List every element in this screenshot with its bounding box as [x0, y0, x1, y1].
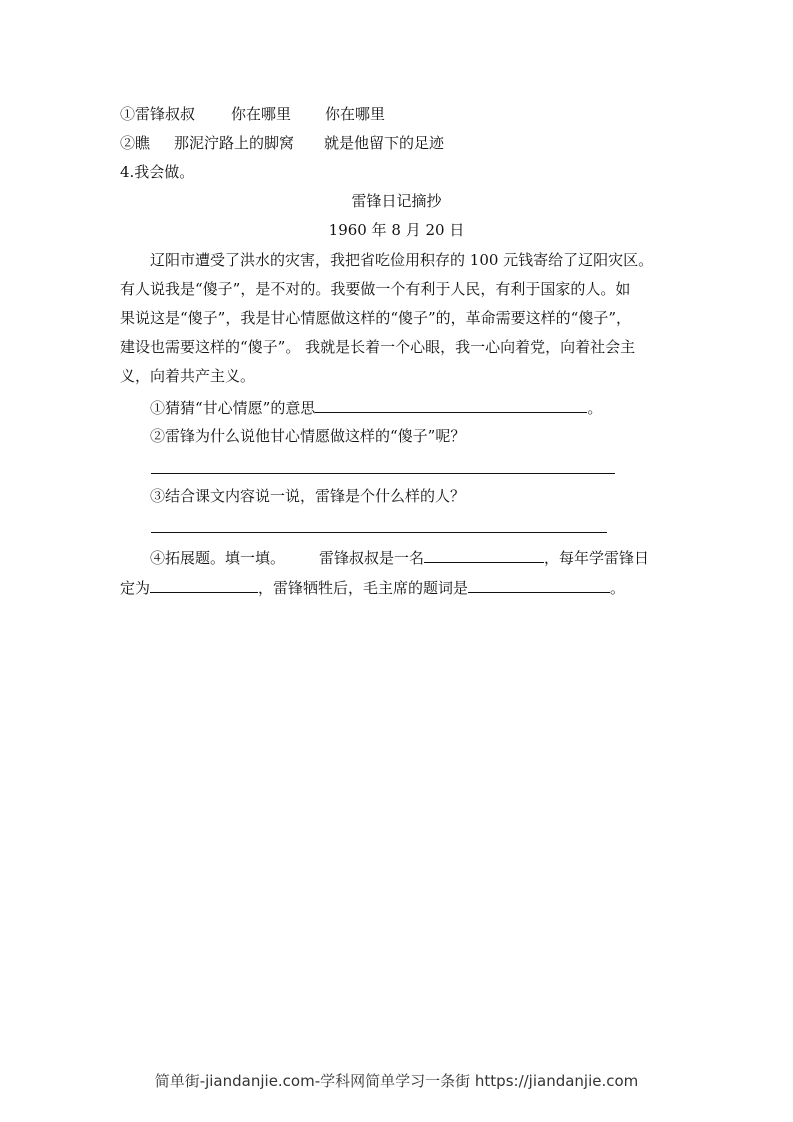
answer-blank-4a[interactable]	[424, 546, 544, 563]
echo-line-1-part2: 你在哪里	[231, 105, 292, 123]
answer-blank-1[interactable]	[315, 396, 587, 413]
question-1-suffix: 。	[587, 399, 603, 417]
echo-line-2-part3: 就是他留下的足迹	[324, 134, 445, 152]
passage-line-2: 有人说我是“傻子”，是不对的。我要做一个有利于人民，有利于国家的人。如	[120, 280, 631, 298]
question-4-prefix: ④拓展题。填一填。	[150, 549, 286, 567]
echo-line-1-part1: ①雷锋叔叔	[120, 105, 196, 123]
page-footer: 简单街-jiandanjie.com-学科网简单学习一条街 https://jiandanjie.com	[154, 1072, 639, 1090]
echo-line-2	[120, 133, 444, 153]
question-4-line-2	[120, 576, 625, 598]
question-4-part1: 雷锋叔叔是一名	[319, 549, 425, 567]
passage-line-4: 建设也需要这样的“傻子”。 我就是长着一个心眼，我一心向着党，向着社会主	[120, 338, 636, 356]
echo-line-2-part2: 那泥泞路上的脚窝	[174, 134, 295, 152]
passage-title: 雷锋日记摘抄	[351, 192, 442, 210]
question-3: ③结合课文内容说一说，雷锋是个什么样的人？	[150, 487, 466, 505]
question-4-line-1	[150, 546, 649, 568]
question-4-part4: ，雷锋牺牲后，毛主席的题词是	[258, 579, 469, 597]
question-1	[150, 396, 602, 418]
question-2: ②雷锋为什么说他甘心情愿做这样的“傻子”呢？	[150, 427, 466, 445]
answer-blank-4c[interactable]	[468, 576, 610, 593]
answer-line-3[interactable]	[151, 532, 607, 533]
echo-line-1-part3: 你在哪里	[325, 105, 386, 123]
answer-line-2[interactable]	[151, 473, 615, 474]
passage-line-3: 果说这是“傻子”，我是甘心情愿做这样的“傻子”的，革命需要这样的“傻子”，	[120, 309, 632, 327]
question-4-part2: ，每年学雷锋日	[544, 549, 650, 567]
question-1-text: ①猜猜“甘心情愿”的意思	[150, 399, 316, 417]
echo-line-2-part1: ②瞧	[120, 134, 151, 152]
passage-date: 1960 年 8 月 20 日	[328, 221, 465, 239]
answer-blank-4b[interactable]	[150, 576, 258, 593]
question-4-suffix: 。	[610, 579, 626, 597]
passage-line-1: 辽阳市遭受了洪水的灾害，我把省吃俭用积存的 100 元钱寄给了辽阳灾区。	[150, 251, 654, 269]
passage-line-5: 义，向着共产主义。	[120, 367, 256, 385]
section-title: 4.我会做。	[120, 163, 195, 181]
echo-line-1	[120, 104, 385, 124]
question-4-part3: 定为	[120, 579, 151, 597]
